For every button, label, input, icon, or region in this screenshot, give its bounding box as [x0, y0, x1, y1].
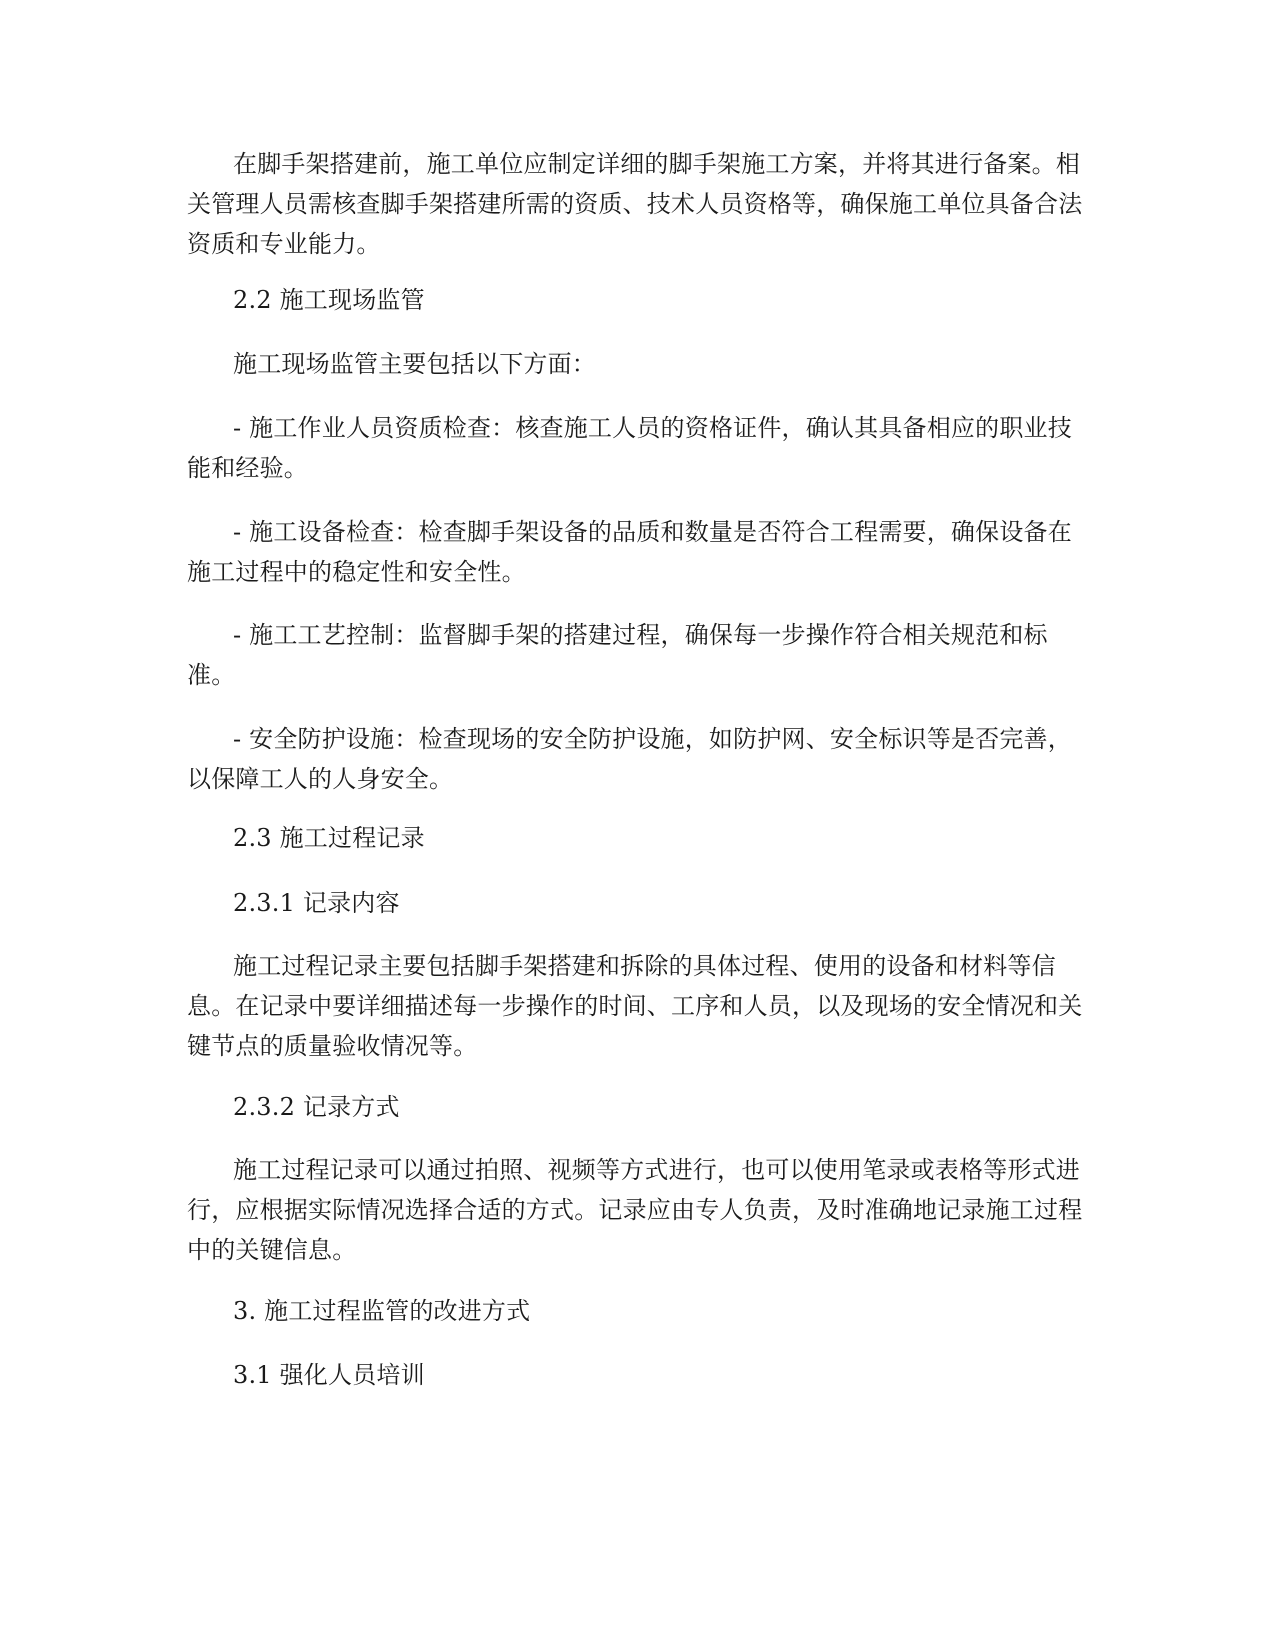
list-item-equipment-check: - 施工设备检查：检查脚手架设备的品质和数量是否符合工程需要，确保设备在施工过程中的稳定性和安全性。: [187, 518, 1072, 586]
list-item-safety-facilities: - 安全防护设施：检查现场的安全防护设施，如防护网、安全标识等是否完善，以保障工人的人身安全。: [187, 725, 1072, 793]
heading-3-1: 3.1 强化人员培训: [233, 1361, 425, 1389]
heading-2-3-2: 2.3.2 记录方式: [233, 1093, 400, 1121]
heading-3: 3. 施工过程监管的改进方式: [233, 1297, 531, 1325]
list-item-process-control: - 施工工艺控制：监督脚手架的搭建过程，确保每一步操作符合相关规范和标准。: [187, 621, 1048, 689]
paragraph-site-supervision-intro: 施工现场监管主要包括以下方面：: [233, 350, 596, 378]
paragraph-filing-requirements: 在脚手架搭建前，施工单位应制定详细的脚手架施工方案，并将其进行备案。相关管理人员需核查脚手架搭建所需的资质、技术人员资格等，确保施工单位具备合法资质和专业能力。: [187, 150, 1083, 258]
heading-2-2: 2.2 施工现场监管: [233, 286, 425, 314]
heading-2-3-1: 2.3.1 记录内容: [233, 889, 400, 917]
list-item-personnel-check: - 施工作业人员资质检查：核查施工人员的资格证件，确认其具备相应的职业技能和经验。: [187, 414, 1072, 482]
heading-2-3: 2.3 施工过程记录: [233, 824, 425, 852]
paragraph-record-content: 施工过程记录主要包括脚手架搭建和拆除的具体过程、使用的设备和材料等信息。在记录中要详细描述每一步操作的时间、工序和人员，以及现场的安全情况和关键节点的质量验收情况等。: [187, 952, 1083, 1060]
paragraph-record-method: 施工过程记录可以通过拍照、视频等方式进行，也可以使用笔录或表格等形式进行，应根据实际情况选择合适的方式。记录应由专人负责，及时准确地记录施工过程中的关键信息。: [187, 1156, 1083, 1264]
